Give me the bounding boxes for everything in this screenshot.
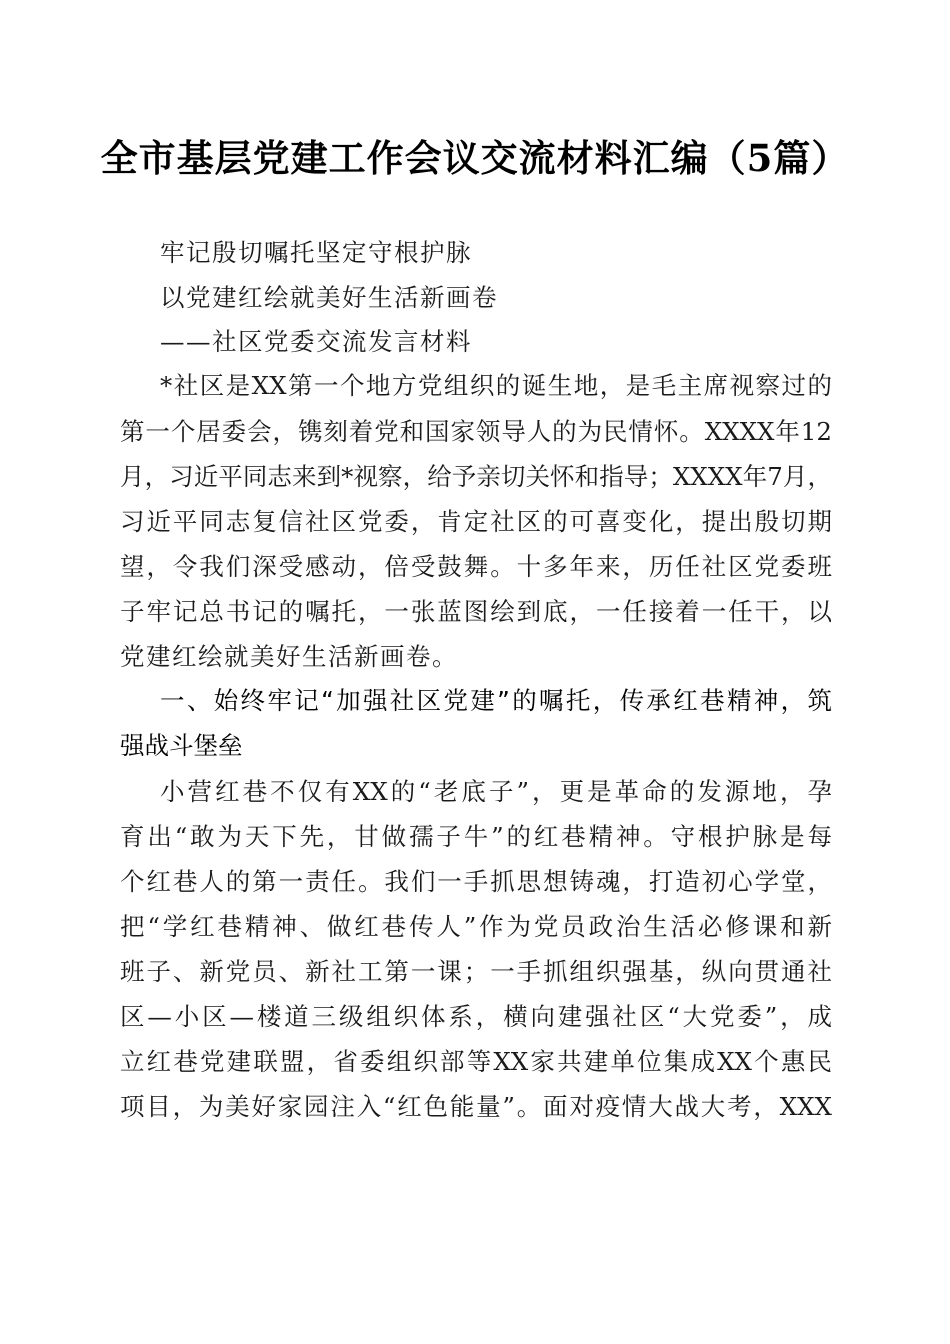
document-title: 全市基层党建工作会议交流材料汇编（5篇） bbox=[100, 136, 850, 180]
paragraph-line: 月，习近平同志来到*视察，给予亲切关怀和指导；XXXX年7月， bbox=[120, 462, 832, 491]
paragraph-line: 班子、新党员、新社工第一课；一手抓组织强基，纵向贯通社 bbox=[120, 957, 832, 986]
paragraph-line: 望，令我们深受感动，倍受鼓舞。十多年来，历任社区党委班 bbox=[120, 552, 832, 581]
paragraph-line: *社区是XX第一个地方党组织的诞生地，是毛主席视察过的 bbox=[160, 371, 832, 400]
paragraph-line: 项目，为美好家园注入“红色能量”。面对疫情大战大考，XXX bbox=[120, 1092, 832, 1121]
paragraph-line: 习近平同志复信社区党委，肯定社区的可喜变化，提出殷切期 bbox=[120, 507, 832, 536]
subtitle-line: ——社区党委交流发言材料 bbox=[160, 327, 472, 356]
paragraph-line: 个红巷人的第一责任。我们一手抓思想铸魂，打造初心学堂， bbox=[120, 867, 832, 896]
paragraph-line: 第一个居委会，镌刻着党和国家领导人的为民情怀。XXXX年12 bbox=[120, 417, 832, 446]
subtitle-line: 以党建红绘就美好生活新画卷 bbox=[160, 283, 498, 312]
paragraph-line: 区—小区—楼道三级组织体系，横向建强社区“大党委”，成 bbox=[120, 1002, 832, 1031]
paragraph-line: 立红巷党建联盟，省委组织部等XX家共建单位集成XX个惠民 bbox=[120, 1047, 832, 1076]
section-heading: 强战斗堡垒 bbox=[120, 731, 243, 760]
paragraph-line: 党建红绘就美好生活新画卷。 bbox=[120, 642, 458, 671]
paragraph-line: 把“学红巷精神、做红巷传人”作为党员政治生活必修课和新 bbox=[120, 912, 832, 941]
paragraph-line: 育出“敢为天下先，甘做孺子牛”的红巷精神。守根护脉是每 bbox=[120, 822, 832, 851]
section-heading: 一、始终牢记“加强社区党建”的嘱托，传承红巷精神，筑 bbox=[160, 686, 832, 715]
subtitle-line: 牢记殷切嘱托坚定守根护脉 bbox=[160, 238, 472, 267]
paragraph-line: 子牢记总书记的嘱托，一张蓝图绘到底，一任接着一任干，以 bbox=[120, 597, 832, 626]
paragraph-line: 小营红巷不仅有XX的“老底子”，更是革命的发源地，孕 bbox=[160, 777, 832, 806]
